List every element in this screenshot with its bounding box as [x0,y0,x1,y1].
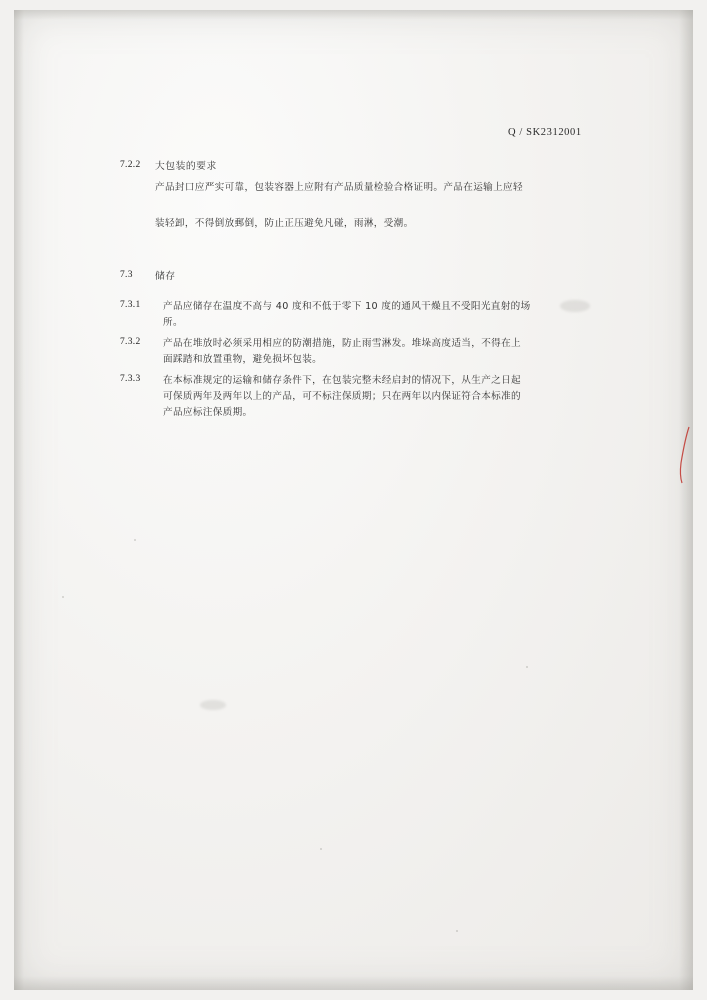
section-7-3-1-line-2: 所。 [163,317,183,328]
section-7-2-2-line-1: 产品封口应严实可靠，包装容器上应附有产品质量检验合格证明。产品在运输上应轻 [155,182,523,193]
section-number-7-2-2: 7.2.2 [120,160,141,170]
section-7-2-2-line-2: 装轻卸，不得倒放郵倒，防止正压避免凡碰，雨淋，受潮。 [155,218,414,229]
section-title-7-2-2: 大包装的要求 [155,161,217,172]
section-7-3-2-line-1: 产品在堆放时必须采用相应的防潮措施，防止雨雪淋发。堆垛高度适当，不得在上 [163,338,521,349]
section-7-3-3-line-2: 可保质两年及两年以上的产品，可不标注保质期；只在两年以内保证符合本标准的 [163,391,521,402]
section-number-7-3-2: 7.3.2 [120,337,141,347]
document-code: Q / SK2312001 [508,127,582,138]
section-7-3-2-line-2: 面踩踏和放置重物，避免损坏包装。 [163,354,323,365]
section-number-7-3: 7.3 [120,270,133,280]
section-7-3-1-line-1: 产品应储存在温度不高与 40 度和不低于零下 10 度的通风干燥且不受阳光直射的场 [163,301,531,312]
section-number-7-3-3: 7.3.3 [120,374,141,384]
section-title-7-3: 储存 [155,271,176,282]
section-number-7-3-1: 7.3.1 [120,300,141,310]
section-7-3-3-line-1: 在本标准规定的运输和储存条件下，在包装完整未经启封的情况下，从生产之日起 [163,375,521,386]
section-7-3-3-line-3: 产品应标注保质期。 [163,407,253,418]
